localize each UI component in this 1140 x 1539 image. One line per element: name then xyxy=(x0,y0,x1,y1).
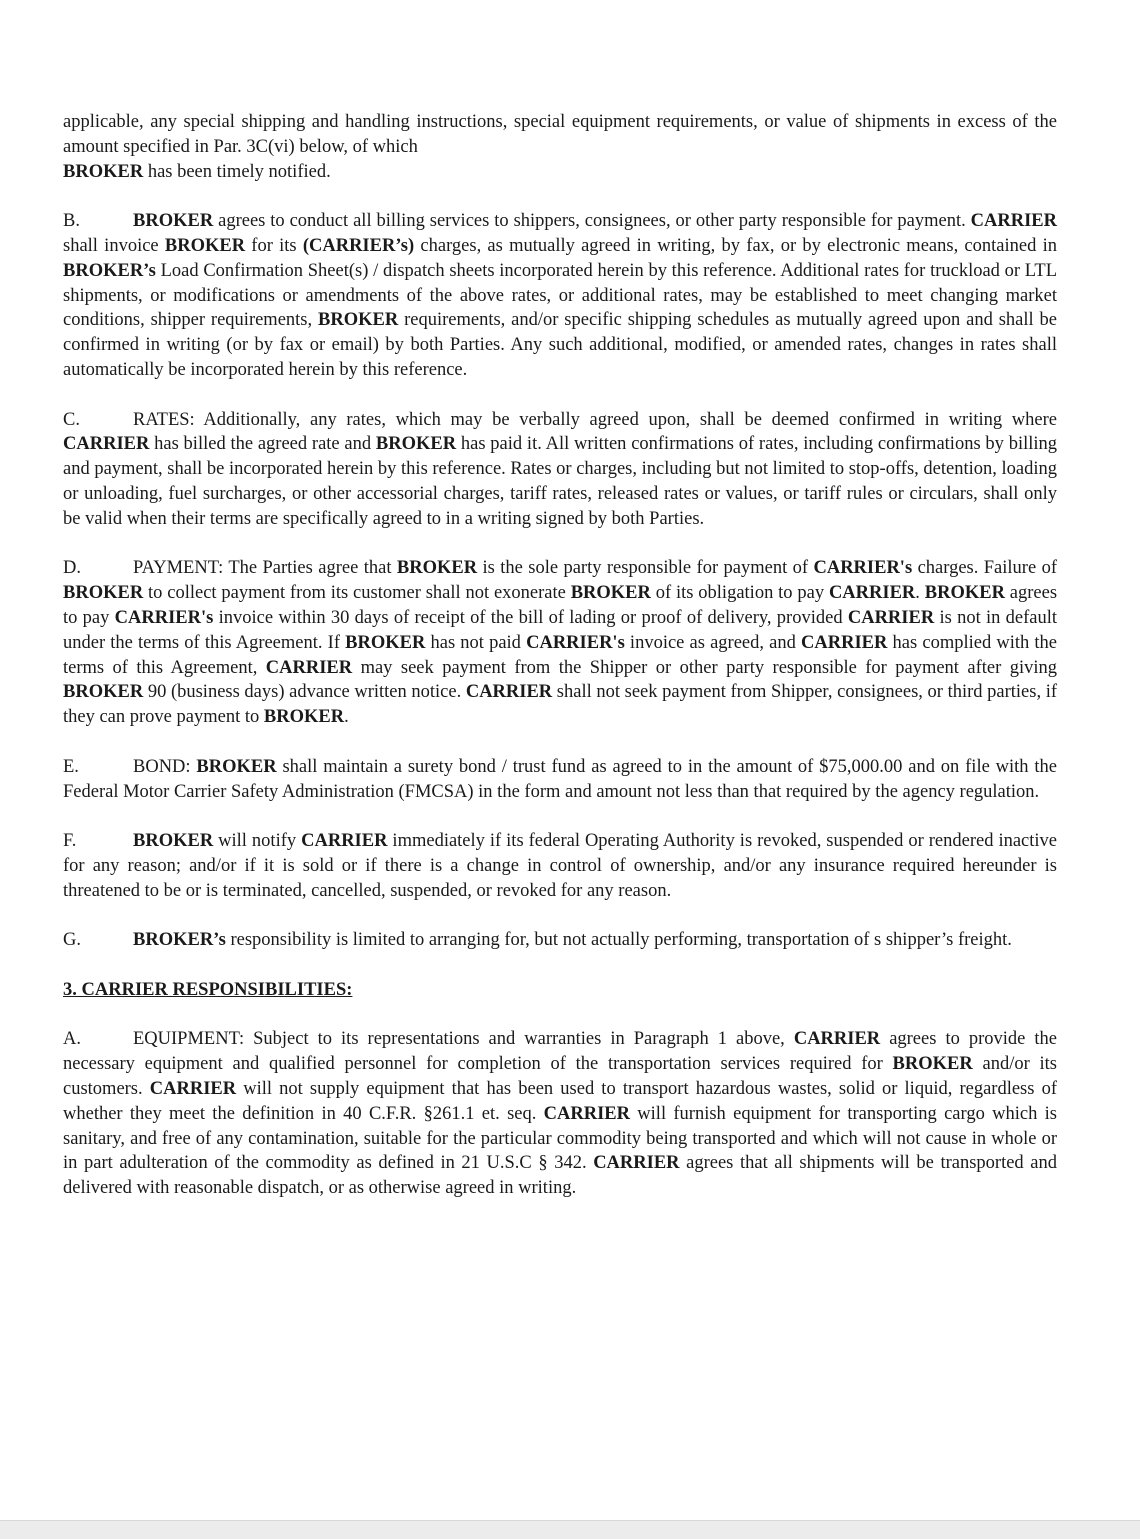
text-run: responsibility is limited to arranging for, but not actually performing, transportation of s shipper’s freight. xyxy=(225,930,1012,951)
text-run: 90 (business days) advance written notice. xyxy=(143,682,466,703)
paragraph-c xyxy=(63,408,1057,532)
text-run: . xyxy=(344,707,349,728)
party-name: BROKER xyxy=(63,161,144,182)
text-run: for its xyxy=(245,235,303,256)
text-run: requirements, and/or specific shipping schedules as mutually agreed upon and shall be confirmed in writing (or by fax or email) by both Parties. Any such additional, modified, or amended rates, changes in rates shall automatically be incorporated herein by this reference. xyxy=(63,310,1057,380)
party-name: CARRIER xyxy=(593,1153,680,1174)
party-name: BROKER xyxy=(133,211,214,232)
paragraph-label: A. xyxy=(63,1029,81,1050)
text-run: to collect payment from its customer shall not exonerate xyxy=(143,583,571,604)
text-run: will notify xyxy=(213,831,302,852)
text-run: has complied with the terms of this Agreement, xyxy=(63,632,1057,678)
text-run: shall maintain a surety bond / trust fund as agreed to in the amount of $75,000.00 and on file with the Federal Motor Carrier Safety Administration (FMCSA) in the form and amount not less than that required by the agency regulation. xyxy=(63,756,1057,802)
paragraph-g xyxy=(63,928,1057,953)
text-run: has not paid xyxy=(425,632,527,653)
party-name: CARRIER xyxy=(465,682,553,703)
text-run: agrees to provide the necessary equipment and qualified personnel for completion of the transportation services required for xyxy=(63,1029,1057,1075)
text-run: agrees to conduct all billing services to shippers, consignees, or other party responsible for payment. xyxy=(213,211,971,232)
party-name: BROKER xyxy=(133,831,214,852)
text-run: applicable, any special shipping and handling instructions, special equipment requirements, or value of shipments in excess of the amount specified in Par. 3C(vi) below, of which xyxy=(63,112,1057,157)
party-name: CARRIER xyxy=(265,657,353,678)
paragraph-label: B. xyxy=(63,211,80,232)
party-name: BROKER xyxy=(63,682,144,703)
paragraph-b xyxy=(63,209,1057,383)
text-run: of its obligation to pay xyxy=(650,583,829,604)
party-name: BROKER’s xyxy=(133,930,226,951)
paragraph-f xyxy=(63,829,1057,903)
party-name: CARRIER xyxy=(149,1079,237,1100)
paragraph-e xyxy=(63,755,1057,805)
party-name: CARRIER xyxy=(801,632,888,653)
party-name: BROKER xyxy=(396,558,478,579)
party-name: (CARRIER’s) xyxy=(302,235,415,256)
text-run: EQUIPMENT: Subject to its representations and warranties in Paragraph 1 above, xyxy=(133,1029,794,1050)
party-name: BROKER xyxy=(375,434,457,455)
text-run: has been timely notified. xyxy=(143,161,331,182)
party-name: CARRIER xyxy=(847,607,935,628)
party-name: BROKER xyxy=(570,583,651,604)
paragraph-label: D. xyxy=(63,558,81,579)
party-name: BROKER xyxy=(164,235,246,256)
text-run: is not in default under the terms of this Agreement. If xyxy=(63,607,1058,653)
party-name: BROKER’s xyxy=(63,260,156,281)
paragraph-cont xyxy=(63,110,1057,184)
text-run: BOND: xyxy=(133,756,197,777)
paragraph-3a xyxy=(63,1027,1057,1201)
viewer-bottom-bar xyxy=(0,1520,1140,1539)
party-name: BROKER xyxy=(196,756,277,777)
section-3-body xyxy=(63,1027,1057,1201)
text-run: . xyxy=(915,583,925,604)
text-run: and/or its customers. xyxy=(63,1054,1057,1100)
party-name: BROKER xyxy=(318,310,399,331)
text-run: charges, as mutually agreed in writing, by fax, or by electronic means, contained in xyxy=(414,235,1057,256)
text-run: shall not seek payment from Shipper, consignees, or third parties, if they can prove payment to xyxy=(63,682,1057,728)
party-name: CARRIER xyxy=(63,434,150,455)
text-run: PAYMENT: The Parties agree that xyxy=(133,558,397,579)
text-run: invoice within 30 days of receipt of the bill of lading or proof of delivery, provided xyxy=(213,607,848,628)
party-name: CARRIER xyxy=(301,831,388,852)
text-run: has paid it. All written confirmations of rates, including confirmations by billing and payment, shall be incorporated herein by this reference. Rates or charges, including but not limited to stop-offs, detention, loading or unloading, fuel surcharges, or other accessorial charges, tariff rates, released rates or values, or tariff rules or circulars, shall only be valid when their terms are specifically agreed to in a writing signed by both Parties. xyxy=(63,434,1058,529)
text-run: may seek payment from the Shipper or other party responsible for payment after giving xyxy=(352,657,1057,678)
paragraph-d xyxy=(63,556,1057,730)
paragraph-label: E. xyxy=(63,756,79,777)
text-run: immediately if its federal Operating Authority is revoked, suspended or rendered inactive for any reason; and/or if it is sold or if there is a change in control of ownership, and/or any insurance required hereunder is threatened to be or is terminated, cancelled, suspended, or revoked for any reason. xyxy=(63,831,1057,901)
text-run: RATES: Additionally, any rates, which may be verbally agreed upon, shall be deemed confirmed in writing where xyxy=(133,409,1057,430)
party-name: CARRIER xyxy=(793,1029,881,1050)
party-name: CARRIER xyxy=(543,1103,630,1124)
document-body xyxy=(63,110,1057,1226)
party-name: CARRIER's xyxy=(813,558,913,579)
text-run: is the sole party responsible for payment of xyxy=(477,558,814,579)
text-run: Load Confirmation Sheet(s) / dispatch sheets incorporated herein by this reference. Additional rates for truckload or LTL shipments, or modifications or amendments of the above rates, or additional rates, may be established to meet changing market conditions, shipper requirements, xyxy=(63,260,1057,331)
text-run: agrees that all shipments will be transported and delivered with reasonable dispatch, or as otherwise agreed in writing. xyxy=(63,1153,1057,1199)
party-name: CARRIER xyxy=(970,211,1057,232)
party-name: BROKER xyxy=(892,1054,973,1075)
party-name: BROKER xyxy=(63,583,144,604)
party-name: BROKER xyxy=(345,632,426,653)
party-name: CARRIER's xyxy=(526,632,625,653)
party-name: CARRIER's xyxy=(114,607,214,628)
text-run: charges. Failure of xyxy=(912,558,1057,579)
section-3-heading: 3. CARRIER RESPONSIBILITIES: xyxy=(63,979,353,1000)
paragraph-label: G. xyxy=(63,930,81,951)
section-2-continuation xyxy=(63,110,1057,953)
paragraph-label: C. xyxy=(63,409,80,430)
party-name: BROKER xyxy=(263,707,345,728)
text-run: shall invoice xyxy=(63,235,165,256)
text-run: will furnish equipment for transporting cargo which is sanitary, and free of any contamination, suitable for the particular commodity being transported and which will not cause in whole or in part adulteration of the commodity as defined in 21 U.S.C § 342. xyxy=(63,1103,1057,1174)
text-run: will not supply equipment that has been used to transport hazardous wastes, solid or liquid, regardless of whether they meet the definition in 40 C.F.R. §261.1 et. seq. xyxy=(63,1079,1057,1124)
text-run: has billed the agreed rate and xyxy=(149,434,376,455)
paragraph-label: F. xyxy=(63,831,77,852)
party-name: BROKER xyxy=(924,583,1005,604)
text-run: invoice as agreed, and xyxy=(624,632,802,653)
party-name: CARRIER xyxy=(828,583,916,604)
text-run: agrees to pay xyxy=(63,583,1058,628)
